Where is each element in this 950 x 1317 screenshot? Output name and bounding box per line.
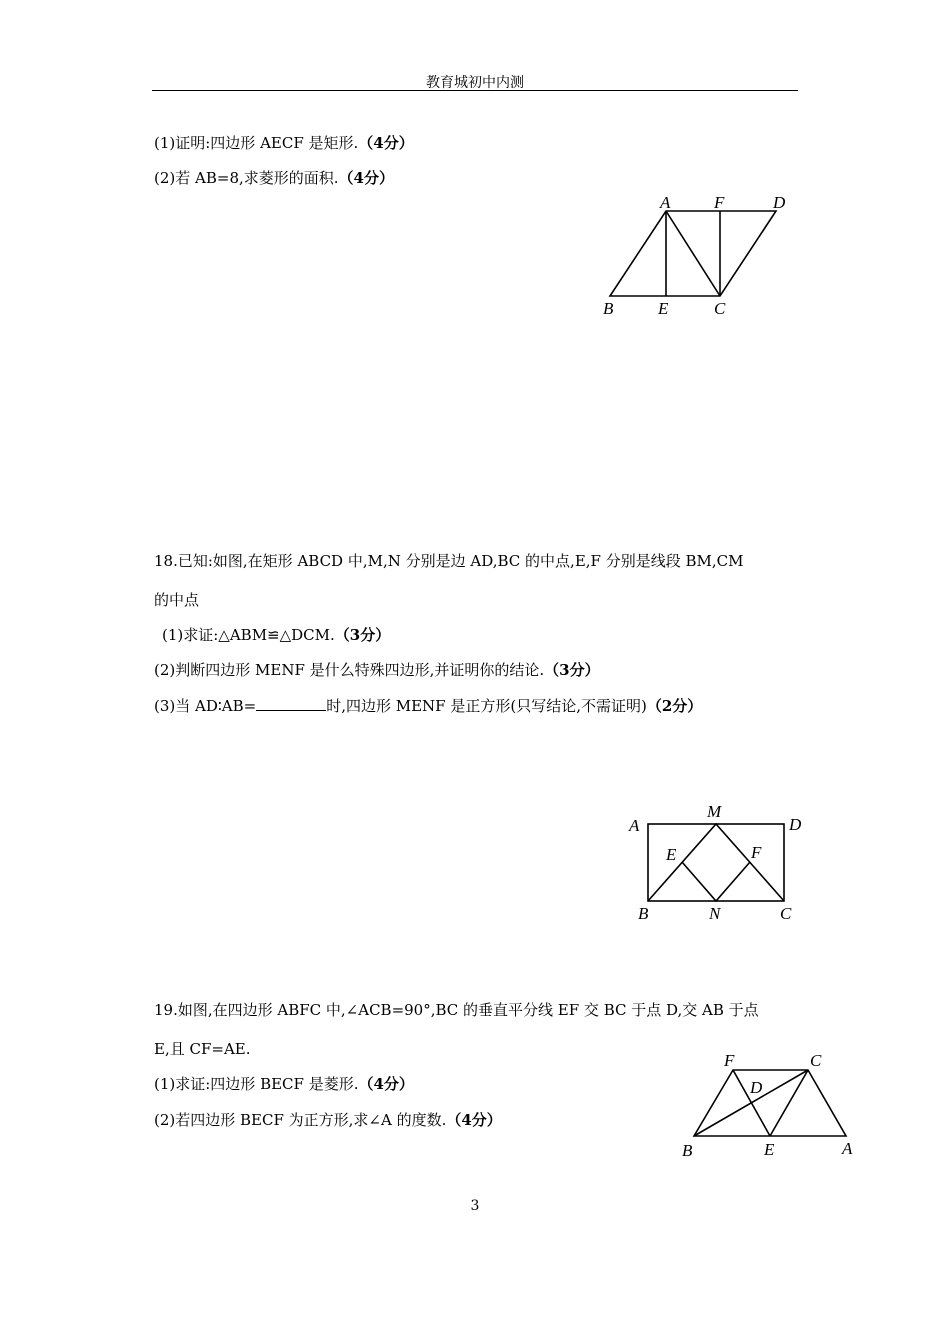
q17-part2-score: （4分） — [338, 169, 394, 187]
q19-part2-text: (2)若四边形 BECF 为正方形,求∠A 的度数. — [154, 1111, 447, 1129]
q18-label-n: N — [709, 904, 721, 923]
q18-stem-line2: 的中点 — [154, 591, 200, 609]
q17-label-e: E — [658, 299, 669, 318]
q17-part1-score: （4分） — [358, 134, 414, 152]
header-title: 教育城初中内测 — [426, 75, 524, 91]
q18-part1-text: (1)求证:△ABM≌△DCM. — [162, 626, 335, 644]
q17-label-a: A — [660, 193, 671, 212]
q17-label-b: B — [603, 299, 614, 318]
q18-label-a: A — [629, 816, 640, 835]
q19-label-e: E — [764, 1140, 775, 1159]
q19-label-d: D — [750, 1078, 763, 1097]
q18-label-b: B — [638, 904, 649, 923]
q19-label-c: C — [810, 1051, 822, 1070]
q18-stem-line1: 18.已知:如图,在矩形 ABCD 中,M,N 分别是边 AD,BC 的中点,E,F 分别是线段 BM,CM — [154, 552, 744, 570]
q17-part1-text: (1)证明:四边形 AECF 是矩形. — [154, 134, 359, 152]
q18-part3-score: （2分） — [646, 697, 703, 715]
q19-part1-text: (1)求证:四边形 BECF 是菱形. — [154, 1075, 359, 1093]
q18-part3-before: (3)当 AD∶AB= — [154, 697, 257, 715]
q19-stem-line1: 19.如图,在四边形 ABFC 中,∠ACB=90°,BC 的垂直平分线 EF 交 BC 于点 D,交 AB 于点 — [154, 1001, 759, 1019]
q19-part1-score: （4分） — [358, 1075, 414, 1093]
q18-label-e: E — [666, 845, 677, 864]
q18-label-f: F — [751, 843, 762, 862]
q18-part2-text: (2)判断四边形 MENF 是什么特殊四边形,并证明你的结论. — [154, 661, 545, 679]
q17-label-f: F — [714, 193, 725, 212]
q19-stem-line2: E,且 CF=AE. — [154, 1040, 251, 1058]
q19-segment-ce — [770, 1070, 808, 1136]
q19-label-b: B — [682, 1141, 693, 1160]
q19-label-f: F — [724, 1051, 735, 1070]
q18-part1-score: （3分） — [334, 626, 391, 644]
q18-label-d: D — [789, 815, 802, 834]
q19-part2-score: （4分） — [446, 1111, 502, 1129]
page-number: 3 — [470, 1198, 480, 1214]
q17-part2-text: (2)若 AB=8,求菱形的面积. — [154, 169, 339, 187]
q18-part3-after: 时,四边形 MENF 是正方形(只写结论,不需证明) — [326, 697, 647, 715]
q18-part2-score: （3分） — [544, 661, 600, 679]
q19-label-a: A — [842, 1139, 853, 1158]
q19-quadrilateral-abfc — [694, 1070, 846, 1136]
q17-label-c: C — [714, 299, 726, 318]
q18-label-c: C — [780, 904, 792, 923]
q17-label-d: D — [773, 193, 786, 212]
q18-label-m: M — [707, 802, 722, 821]
